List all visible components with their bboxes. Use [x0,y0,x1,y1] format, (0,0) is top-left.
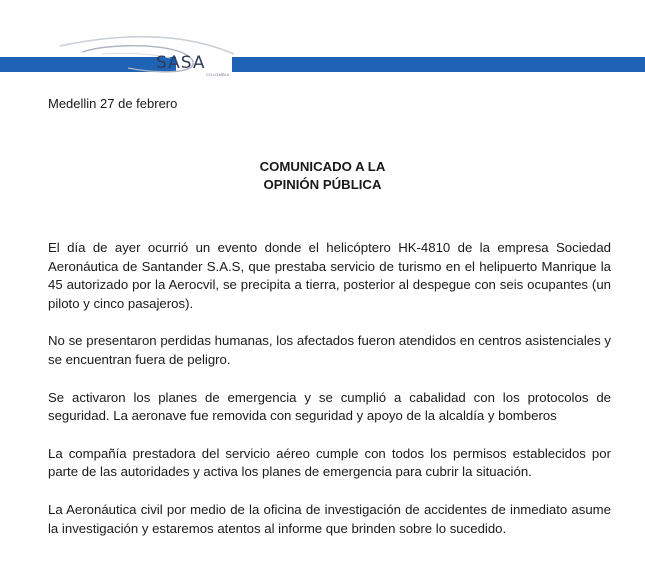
document-title [0,158,645,194]
paragraph: La Aeronáutica civil por medio de la oficina de investigación de accidentes de inmediato asume la investigación y estaremos atentos al informe que brinden sobre lo sucedido. [48,501,611,536]
logo-subtitle: COLOMBIA [206,72,230,77]
paragraph: El día de ayer ocurrió un evento donde el helicóptero HK-4810 de la empresa Sociedad Aeronáutica de Santander S.A.S, que prestaba servicio de turismo en el helipuerto Manrique la 45 autorizado por la Aerocvil, se precipita a tierra, posterior al despegue con seis ocupantes (un piloto y cinco pasajeros). [48,240,611,311]
sasa-helicopter-logo-icon [58,24,238,76]
date-line: Medellin 27 de febrero [48,96,178,111]
paragraph: La compañía prestadora del servicio aéreo cumple con todos los permisos establecidos por parte de las autoridades y activa los planes de emergencia para cubrir la situación. [48,445,611,480]
title-line-2: OPINIÓN PÚBLICA [263,177,382,192]
logo-wordmark: SASA [156,53,206,73]
paragraph: Se activaron los planes de emergencia y se cumplió a cabalidad con los protocolos de seguridad. La aeronave fue removida con seguridad y apoyo de la alcaldía y bomberos [48,389,611,424]
letterhead-band-right [232,57,645,72]
paragraph: No se presentaron perdidas humanas, los afectados fueron atendidos en centros asistenciales y se encuentran fuera de peligro. [48,333,611,367]
document-body [48,239,611,557]
title-line-1: COMUNICADO A LA [259,159,386,174]
